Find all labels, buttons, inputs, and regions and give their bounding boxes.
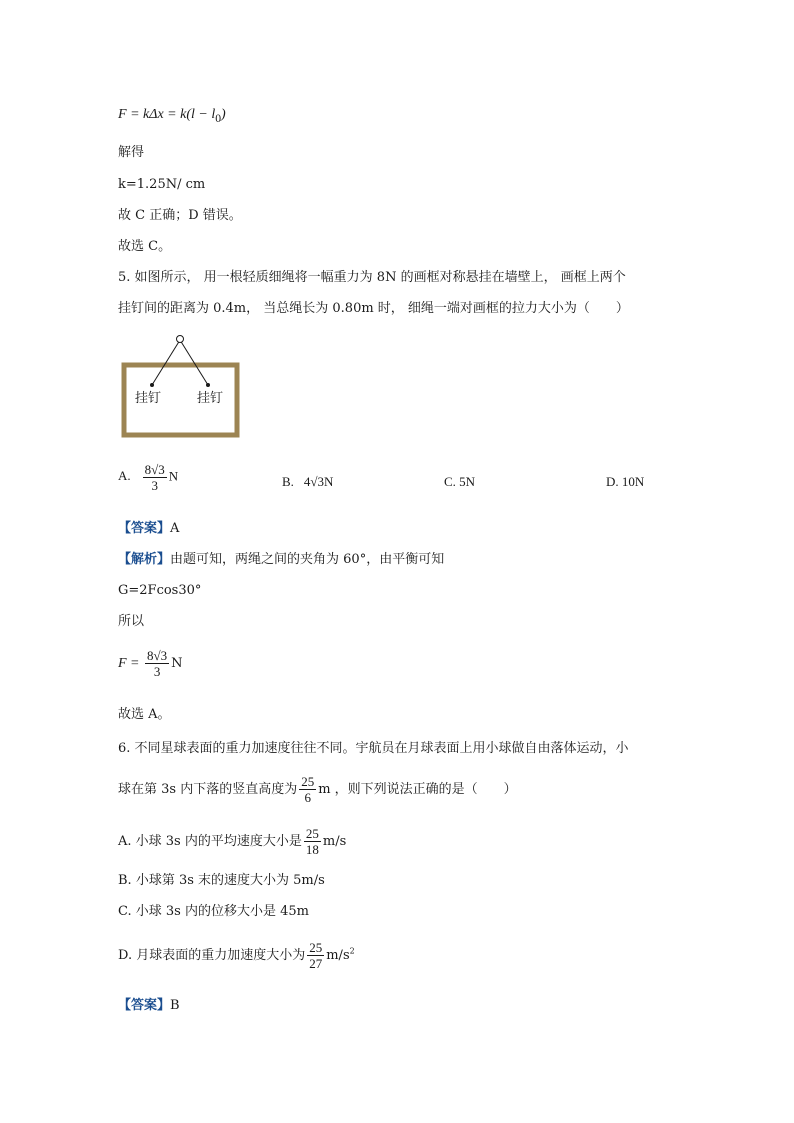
q5-stem-line2: 挂钉间的距离为 0.4m， 当总绳长为 0.80m 时， 细绳一端对画框的拉力大小为（ ） [118,301,629,316]
formula-l0: l [211,107,216,122]
answer-value: B [170,998,180,1013]
formula-l0-subscript: 0 [215,111,222,125]
fraction-numerator: 25 [305,826,319,841]
q6-option-a-unit: m/s [322,834,347,849]
formula-hooke [118,106,226,128]
q5-suoyi: 所以 [118,614,145,629]
q5-option-d: D. 10N [606,474,645,489]
text-choose-c: 故选 C。 [118,239,172,254]
q5-option-b [282,474,333,490]
option-a-label: A. [118,468,131,484]
eq-f-fraction [145,648,169,679]
q6-option-c: C. 小球 3s 内的位移大小是 45m [118,904,309,919]
option-b-value: 4√3N [303,474,334,489]
text-k-value: k=1.25N/ cm [118,177,206,192]
analysis-label: 【解析】 [118,552,171,567]
q5-frame-figure [116,330,246,446]
q6-stem-fraction [299,774,316,805]
wall-hook [177,336,184,343]
fraction-numerator: 25 [309,940,323,955]
fraction-numerator: 8√3 [144,462,165,477]
fraction-denominator: 27 [309,956,323,971]
q5-eq-f [118,648,183,679]
fraction-numerator: 25 [301,774,315,789]
q6-option-a [118,826,346,857]
formula-close: ) [221,107,226,122]
q6-stem-post: m ，则下列说法正确的是（ ） [318,782,517,797]
q5-stem-line1: 5. 如图所示， 用一根轻质细绳将一幅重力为 8N 的画框对称悬挂在墙壁上， 画框上两个 [118,270,626,285]
q5-eq-g: G=2Fcos30° [118,583,202,598]
answer-label: 【答案】 [118,521,171,536]
fraction-denominator: 3 [151,478,158,493]
nail-right-label: 挂钉 [197,391,224,406]
q5-analysis [118,551,444,569]
q6-option-d-text: D. 月球表面的重力加速度大小为 [118,948,306,963]
q6-option-d-superscript: 2 [349,946,355,956]
formula-expression: = kΔx = k(l − [126,107,212,122]
option-a-fraction [143,462,167,493]
frame-diagram [116,330,246,442]
q6-stem-line2 [118,774,517,805]
nail-left-label: 挂钉 [135,391,162,406]
answer-label: 【答案】 [118,998,171,1013]
q6-option-d-unit: m/s [326,948,350,963]
fraction-denominator: 3 [153,664,161,679]
q5-option-c: C. 5N [444,474,476,489]
analysis-text: 由题可知，两绳之间的夹角为 60°，由平衡可知 [170,552,445,567]
eq-f-unit: N [171,656,183,671]
fraction-denominator: 6 [304,790,311,805]
q5-option-a [118,462,178,493]
fraction-numerator: 8√3 [147,648,168,663]
eq-f-lhs: F = [118,656,143,671]
formula-f-symbol: F [118,107,127,122]
q6-stem-line1: 6. 不同星球表面的重力加速度往往不同。宇航员在月球表面上用小球做自由落体运动，小 [118,741,629,756]
q6-option-d [118,940,355,971]
q6-option-a-fraction [304,826,321,857]
q6-stem-pre: 球在第 3s 内下落的竖直高度为 [118,782,298,797]
q6-option-a-text: A. 小球 3s 内的平均速度大小是 [118,834,302,849]
answer-value: A [170,521,180,536]
text-jiede: 解得 [118,145,145,160]
q6-answer [118,997,180,1015]
nail-right-dot [206,383,210,387]
option-a-unit: N [168,468,179,484]
q5-answer [118,520,179,538]
text-c-correct: 故 C 正确；D 错误。 [118,208,242,223]
nail-left-dot [150,383,154,387]
q6-option-b: B. 小球第 3s 末的速度大小为 5m/s [118,873,325,888]
q6-option-d-fraction [307,940,324,971]
fraction-denominator: 18 [305,842,319,857]
option-b-label: B. [282,474,294,489]
q5-choose-a: 故选 A。 [118,707,171,722]
